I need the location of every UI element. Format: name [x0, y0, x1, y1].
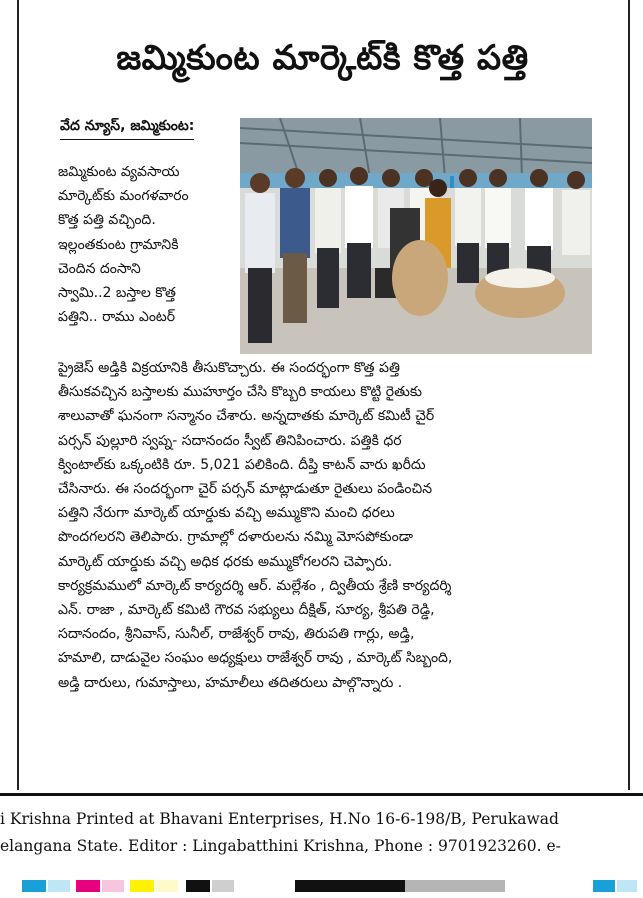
text-line: క్వింటాల్‌కు ఒక్కంటికి రూ. 5,021 పలికింది. దీప్తి కాటన్ వారు ఖరీదు: [58, 456, 426, 473]
text-line: చెందిన దంసాని: [58, 260, 141, 277]
color-swatch: [156, 880, 178, 892]
text-line: స్వామి..2 బస్తాల కొత్త: [58, 285, 176, 302]
market-scene-photo: [240, 118, 592, 354]
color-swatch: [405, 880, 505, 892]
imprint-line-2: elangana State. Editor : Lingabatthini Krishna, Phone : 9701923260. e-: [0, 837, 561, 855]
color-swatch: [212, 880, 234, 892]
article-byline: వేద న్యూస్, జమ్మికుంట:: [60, 118, 194, 140]
text-line: పొందగలరని తెలిపారు. గ్రామాల్లో దళారులను నమ్మి మోసపోకుండా: [58, 529, 414, 546]
text-line: అడ్తి దారులు, గుమాస్తాలు, హమాలీలు తదితరులు పాల్గొన్నారు .: [58, 674, 403, 691]
text-line: కార్యక్రమములో మార్కెట్ కార్యదర్శి ఆర్. మల్లేశం , ద్వితీయ శ్రేణి కార్యదర్శి: [58, 577, 452, 594]
article-body-narrow: [58, 160, 230, 329]
text-line: ప్రైజెస్ అడ్తికి విక్రయానికి తీసుకొచ్చారు. ఈ సందర్భంగా కొత్త పత్తి: [58, 360, 400, 376]
article-headline: జమ్మికుంట మార్కెట్‌కి కొత్త పత్తి: [116, 38, 529, 78]
color-swatch: [130, 880, 154, 892]
column-rule-left: [17, 0, 19, 790]
column-rule-right: [628, 0, 630, 790]
text-line: హమాలి, దాడువైల సంఘం అధ్యక్షులు రాజేశ్వర్ రావు , మార్కెట్ సిబ్బంది,: [58, 650, 453, 667]
text-line: పర్సన్ పుల్లూరి స్వప్న- సదానందం స్వీట్ తినిపించారు. పత్తికి ధర: [58, 432, 402, 449]
text-line: ఎన్. రాజా , మార్కెట్ కమిటి గౌరవ సభ్యులు దీక్షిత్, సూర్య, శ్రీపతి రెడ్డి,: [58, 602, 435, 619]
color-swatch: [76, 880, 100, 892]
text-line: జమ్మికుంట వ్యవసాయ: [58, 164, 180, 180]
text-line: కొత్త పత్తి వచ్చింది.: [58, 212, 156, 229]
text-line: ఇల్లంతకుంట గ్రామానికి: [58, 236, 179, 253]
footer-rule: [0, 793, 643, 796]
imprint-line-1: i Krishna Printed at Bhavani Enterprises, H.No 16-6-198/B, Perukawad: [0, 810, 559, 828]
color-swatch: [102, 880, 124, 892]
text-line: పత్తిని.. రాము ఎంటర్: [58, 309, 176, 326]
color-swatch: [48, 880, 70, 892]
text-line: మార్కెట్‌కు మంగళవారం: [58, 188, 189, 205]
article-body-wide: [58, 356, 594, 695]
color-swatch: [186, 880, 210, 892]
color-swatch: [295, 880, 405, 892]
text-line: తీసుకవచ్చిన బస్తాలకు ముహూర్తం చేసి కొబ్బరి కాయలు కొట్టి రైతుకు: [58, 384, 422, 401]
text-line: పత్తిని నేరుగా మార్కెట్ యార్డుకు వచ్చి అమ్ముకొని మంచి ధరలు: [58, 505, 395, 522]
color-swatch: [593, 880, 615, 892]
color-swatch: [617, 880, 637, 892]
text-line: మార్కెట్ యార్డుకు వచ్చి అధిక ధరకు అమ్ముకోగలరని చెప్పారు.: [58, 553, 393, 570]
text-line: చేసినారు. ఈ సందర్భంగా చైర్ పర్సన్ మాట్లాడుతూ రైతులు పండించిన: [58, 481, 433, 498]
text-line: శాలువాతో ఘనంగా సన్మానం చేశారు. అన్నదాతకు మార్కెట్ కమిటీ చైర్: [58, 408, 435, 425]
text-line: సదానందం, శ్రీనివాస్, సునీల్, రాజేశ్వర్ రావు, తిరుపతి గార్లు, అడ్తి,: [58, 626, 415, 643]
color-swatch: [22, 880, 46, 892]
news-photo: [240, 118, 592, 354]
